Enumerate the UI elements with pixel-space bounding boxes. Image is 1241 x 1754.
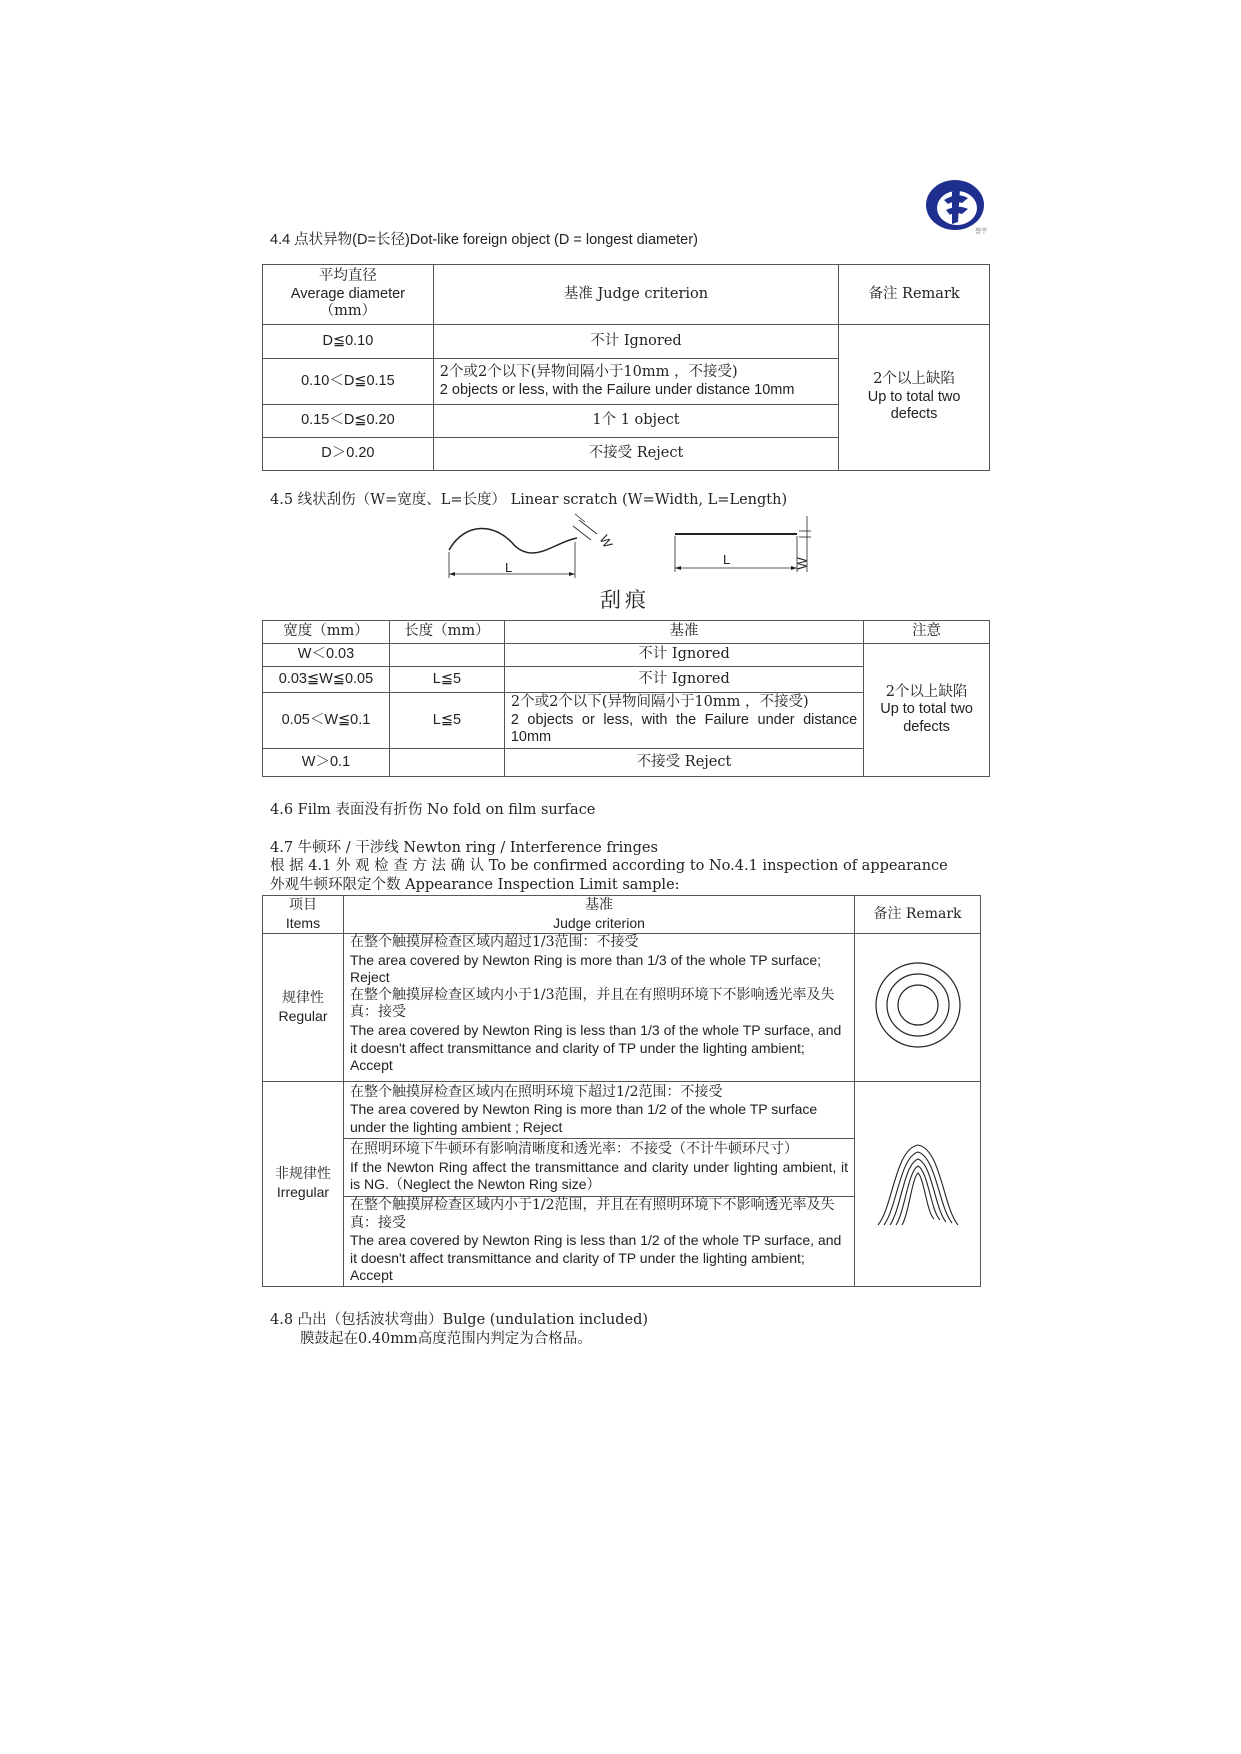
table-cell-diameter: 0.15＜D≦0.20 [263,405,434,438]
header-note: 注意 [864,621,990,644]
table-cell-diameter: D＞0.20 [263,438,434,471]
header-average-diameter: 平均直径 Average diameter （mm） [263,265,434,325]
table-cell-judge: 2个或2个以下(异物间隔小于10mm ，不接受) 2 objects or less, with the Failure under distance 10mm [504,693,863,749]
regular-label-cell: 规律性 Regular [263,934,344,1082]
section-4-8-title: 4.8 凸出（包括波状弯曲）Bulge (undulation included) [270,1312,649,1328]
irregular-ring-figure-cell [855,1082,981,1287]
section-4-7-title: 4.7 牛顿环 / 干涉线 Newton ring / Interference fringes [270,840,658,856]
regular-criterion-cell: 在整个触摸屏检查区域内超过1/3范围：不接受 The area covered by Newton Ring is more than 1/3 of the whole TP surface; Reject 在整个触摸屏检查区域内小于1/3范围，并且在有照明环境下不影响透光率及失真：接受 The area covered by Newton Ring is less than 1/3 of the whole TP surface, and it doesn't affect transmittance and clarity of TP under the lighting ambient; Accept [343,934,854,1082]
table-cell-width: 0.03≦W≦0.05 [263,667,390,693]
irregular-criterion-2: 在照明环境下牛顿环有影响清晰度和透光率：不接受（不计牛顿环尺寸） If the Newton Ring affect the transmittance and clarity under lighting ambient, it is NG.（Neglect the Newton Ring size） [343,1139,854,1197]
table-cell-judge: 不接受 Reject [504,749,863,777]
table-cell-judge: 1个 1 object [433,405,838,438]
section-4-6-title: 4.6 Film 表面没有折伤 No fold on film surface [270,802,596,818]
header-remark: 备注 Remark [855,896,981,934]
regular-ring-figure-cell [855,934,981,1082]
table-cell-length [389,644,504,667]
curved-scratch-figure [445,512,625,582]
header-items: 项目 Items [263,896,344,934]
table-cell-width: 0.05＜W≦0.1 [263,693,390,749]
header-judge-criterion: 基准 Judge criterion [343,896,854,934]
concentric-rings-figure [873,960,963,1050]
irregular-criterion-1: 在整个触摸屏检查区域内在照明环境下超过1/2范围：不接受 The area covered by Newton Ring is more than 1/2 of the whole TP surface under the lighting ambient ; Reject [343,1082,854,1139]
header-width: 宽度（mm） [263,621,390,644]
header-remark: 备注 Remark [839,265,990,325]
table-cell-width: W＞0.1 [263,749,390,777]
table-cell-judge: 不计 Ignored [504,644,863,667]
irregular-fringes-figure [873,1137,963,1227]
curved-fig-w-label: W [596,532,616,551]
curved-fig-l-label: L [505,560,513,575]
remark-cell: 2个以上缺陷 Up to total two defects [839,325,990,471]
scratch-figure-caption: 刮痕 [600,588,650,612]
table-cell-judge: 2个或2个以下(异物间隔小于10mm ，不接受) 2 objects or less, with the Failure under distance 10mm [433,359,838,405]
newton-ring-table [262,895,981,1287]
straight-fig-w-label: W [794,557,810,570]
section-4-7-intro-line2: 外观牛顿环限定个数 Appearance Inspection Limit sample: [270,877,680,893]
table-cell-length: L≦5 [389,693,504,749]
table-cell-diameter: 0.10＜D≦0.15 [263,359,434,405]
table-cell-diameter: D≦0.10 [263,325,434,359]
section-4-7-intro-line1: 根 据 4.1 外 观 检 查 方 法 确 认 To be confirmed according to No.4.1 inspection of appearance [270,858,948,874]
section-4-8-text: 膜鼓起在0.40mm高度范围内判定为合格品。 [300,1331,592,1347]
header-length: 长度（mm） [389,621,504,644]
header-judge-criterion: 基准 Judge criterion [433,265,838,325]
table-cell-judge: 不计 Ignored [433,325,838,359]
table-cell-length: L≦5 [389,667,504,693]
note-cell: 2个以上缺陷 Up to total two defects [864,644,990,777]
table-cell-length [389,749,504,777]
dot-foreign-object-table [262,264,990,471]
section-4-5-title: 4.5 线状刮伤（W=宽度、L=长度） Linear scratch (W=Width, L=Length) [270,492,788,508]
linear-scratch-table [262,620,990,777]
section-4-4-title: 4.4 点状异物(D=长径)Dot-like foreign object (D = longest diameter) [270,232,698,248]
table-cell-judge: 不计 Ignored [504,667,863,693]
irregular-criterion-3: 在整个触摸屏检查区域内小于1/2范围，并且在有照明环境下不影响透光率及失真：接受 The area covered by Newton Ring is less than 1/2 of the whole TP surface, and it doesn't affect transmittance and clarity of TP under the lighting ambient; Accept [343,1197,854,1287]
table-cell-judge: 不接受 Reject [433,438,838,471]
straight-fig-l-label: L [723,552,731,567]
logo-caption: 誉宇 [975,228,988,235]
header-judge: 基准 [504,621,863,644]
table-cell-width: W＜0.03 [263,644,390,667]
irregular-label-cell: 非规律性 Irregular [263,1082,344,1287]
straight-scratch-figure [673,514,813,574]
